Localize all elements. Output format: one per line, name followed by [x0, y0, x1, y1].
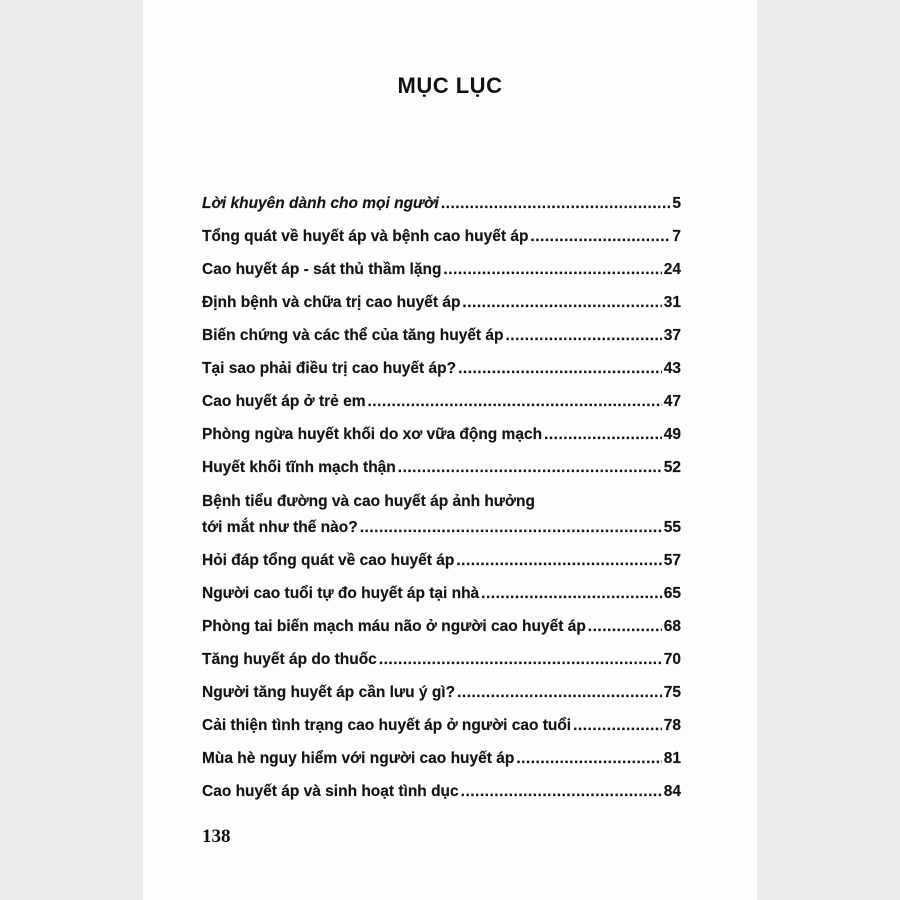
dot-leader — [544, 426, 662, 444]
toc-entry-title: Mùa hè nguy hiểm với người cao huyết áp — [202, 750, 515, 767]
toc-entry-page: 52 — [663, 459, 681, 476]
toc-entry-page: 81 — [663, 750, 681, 767]
toc-entry — [202, 702, 681, 735]
toc-entry-title: Người tăng huyết áp cần lưu ý gì? — [202, 684, 456, 701]
dot-leader — [573, 717, 662, 735]
dot-leader — [530, 228, 670, 246]
toc-entry — [202, 570, 681, 603]
toc-entry-title: Lời khuyên dành cho mọi người — [202, 195, 439, 212]
toc-entry-page: 31 — [663, 294, 681, 311]
toc-entry — [202, 378, 681, 411]
toc-entry — [202, 477, 681, 537]
toc-entry-page: 65 — [663, 585, 681, 602]
dot-leader — [398, 459, 662, 477]
dot-leader — [461, 783, 662, 801]
toc-entry-title: Tại sao phải điều trị cao huyết áp? — [202, 360, 457, 377]
dot-leader — [588, 618, 662, 636]
toc-entry-title: Định bệnh và chữa trị cao huyết áp — [202, 294, 461, 311]
toc-entry-title: Bệnh tiểu đường và cao huyết áp ảnh hưởng — [202, 493, 535, 510]
toc-entry-title: Biến chứng và các thể của tăng huyết áp — [202, 327, 504, 344]
toc-entry-page: 55 — [663, 519, 681, 536]
toc-entry-title: Phòng ngừa huyết khối do xơ vữa động mạch — [202, 426, 543, 443]
table-of-contents — [202, 180, 681, 801]
toc-entry-page: 68 — [663, 618, 681, 635]
dot-leader — [379, 651, 662, 669]
toc-entry — [202, 768, 681, 801]
toc-entry — [202, 213, 681, 246]
toc-entry-title: Cao huyết áp - sát thủ thầm lặng — [202, 261, 442, 278]
toc-entry — [202, 411, 681, 444]
toc-entry — [202, 246, 681, 279]
toc-entry-page: 57 — [663, 552, 681, 569]
toc-entry-title: Cao huyết áp và sinh hoạt tình dục — [202, 783, 459, 800]
toc-entry-page: 70 — [663, 651, 681, 668]
toc-entry — [202, 636, 681, 669]
toc-entry — [202, 537, 681, 570]
toc-entry — [202, 312, 681, 345]
toc-entry-page: 47 — [663, 393, 681, 410]
page-title: MỤC LỤC — [397, 73, 503, 98]
toc-entry-title: Huyết khối tĩnh mạch thận — [202, 459, 396, 476]
dot-leader — [458, 360, 662, 378]
dot-leader — [456, 552, 661, 570]
dot-leader — [441, 195, 671, 213]
toc-entry-page: 75 — [663, 684, 681, 701]
toc-entry-title: Cao huyết áp ở trẻ em — [202, 393, 366, 410]
dot-leader — [462, 294, 661, 312]
toc-entry-title: Phòng tai biến mạch máu não ở người cao huyết áp — [202, 618, 586, 635]
dot-leader — [481, 585, 662, 603]
toc-entry-title: Hỏi đáp tổng quát về cao huyết áp — [202, 552, 455, 569]
dot-leader — [506, 327, 662, 345]
toc-entry — [202, 345, 681, 378]
toc-entry-page: 7 — [672, 228, 681, 245]
toc-entry — [202, 180, 681, 213]
toc-entry-title-cont: tới mắt như thế nào? — [202, 519, 358, 536]
toc-entry — [202, 735, 681, 768]
toc-entry-page: 84 — [663, 783, 681, 800]
toc-entry — [202, 603, 681, 636]
page-number: 138 — [202, 826, 231, 847]
dot-leader — [516, 750, 661, 768]
toc-entry-page: 37 — [663, 327, 681, 344]
dot-leader — [367, 393, 661, 411]
toc-entry-page: 5 — [672, 195, 681, 212]
toc-entry — [202, 444, 681, 477]
toc-entry — [202, 279, 681, 312]
toc-entry — [202, 669, 681, 702]
toc-entry-title: Tăng huyết áp do thuốc — [202, 651, 377, 668]
dot-leader — [360, 519, 662, 537]
toc-entry-title: Cải thiện tình trạng cao huyết áp ở người cao tuổi — [202, 717, 572, 734]
toc-entry-line2 — [202, 519, 681, 537]
toc-entry-page: 24 — [663, 261, 681, 278]
toc-entry-title: Người cao tuổi tự đo huyết áp tại nhà — [202, 585, 480, 602]
toc-entry-title: Tổng quát về huyết áp và bệnh cao huyết áp — [202, 228, 529, 245]
toc-entry-page: 43 — [663, 360, 681, 377]
book-page — [143, 0, 757, 900]
toc-entry-page: 49 — [663, 426, 681, 443]
dot-leader — [457, 684, 662, 702]
dot-leader — [443, 261, 661, 279]
toc-entry-page: 78 — [663, 717, 681, 734]
